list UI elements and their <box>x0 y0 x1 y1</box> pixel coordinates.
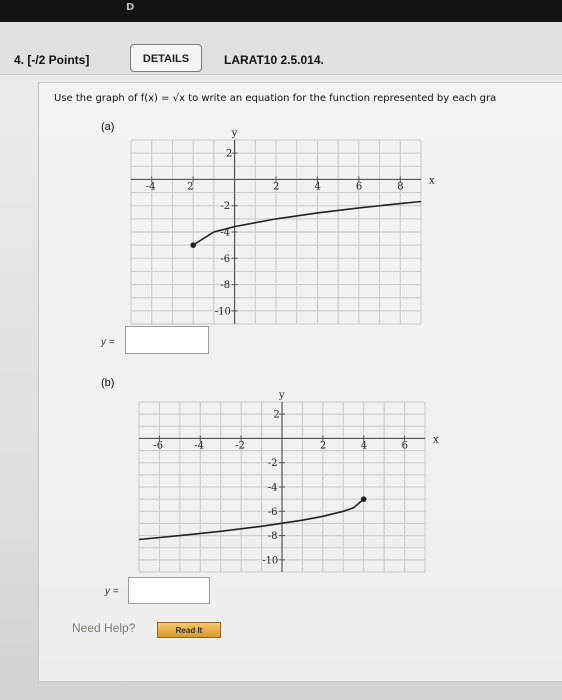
x-tick-label: -4 <box>194 440 205 452</box>
y-tick-label: -10 <box>214 306 231 318</box>
graph-b <box>139 382 439 574</box>
curve-end-point <box>361 496 367 502</box>
part-b-answer-field[interactable] <box>128 577 210 604</box>
x-tick-label: 8 <box>397 181 404 193</box>
x-tick-label: 6 <box>401 440 408 452</box>
x-tick-label: 2 <box>319 440 327 452</box>
part-b-answer-label: y = <box>105 586 119 597</box>
x-tick-label: 4 <box>314 181 321 193</box>
x-tick-label: 2 <box>273 181 280 193</box>
question-header <box>0 22 562 75</box>
y-tick-label: -2 <box>267 458 278 470</box>
y-axis-label: y <box>231 128 238 139</box>
y-tick-label: -6 <box>220 253 231 265</box>
y-tick-label: -8 <box>267 531 278 543</box>
y-tick-label: -2 <box>220 201 231 213</box>
y-tick-label: -4 <box>267 482 278 494</box>
question-number: 4. [-/2 Points] <box>14 53 90 67</box>
graph-a <box>131 120 435 326</box>
x-axis-label: x <box>433 434 439 446</box>
y-tick-label: 2 <box>225 148 233 160</box>
y-tick-label: -10 <box>262 555 279 567</box>
x-tick-label: -2 <box>235 440 245 452</box>
y-tick-label: -6 <box>267 506 278 518</box>
y-tick-label: 2 <box>273 409 280 421</box>
x-tick-label: 2 <box>187 181 194 193</box>
part-b-label: (b) <box>101 377 115 389</box>
x-tick-label: 6 <box>355 181 363 193</box>
y-tick-label: -8 <box>220 280 231 292</box>
question-code: LARAT10 2.5.014. <box>224 53 324 67</box>
top-letter: D <box>126 2 135 13</box>
x-tick-label: -6 <box>153 440 164 452</box>
part-a-label: (a) <box>101 121 115 133</box>
curve-start-point <box>190 242 196 248</box>
need-help-label: Need Help? <box>72 621 136 635</box>
x-tick-label: -4 <box>145 181 156 193</box>
question-prompt: Use the graph of f(x) = √x to write an equation for the function represented by each gra <box>54 93 497 104</box>
top-strip <box>0 0 562 22</box>
x-axis-label: x <box>429 175 435 187</box>
read-it-button[interactable]: Read It <box>157 622 221 638</box>
part-a-answer-label: y = <box>101 337 115 348</box>
details-button[interactable]: DETAILS <box>130 44 202 72</box>
series-curve <box>139 499 364 539</box>
y-tick-label: -4 <box>220 227 231 239</box>
part-a-answer-field[interactable] <box>125 326 209 354</box>
x-tick-label: 4 <box>360 440 368 452</box>
y-axis-label: y <box>279 390 285 401</box>
